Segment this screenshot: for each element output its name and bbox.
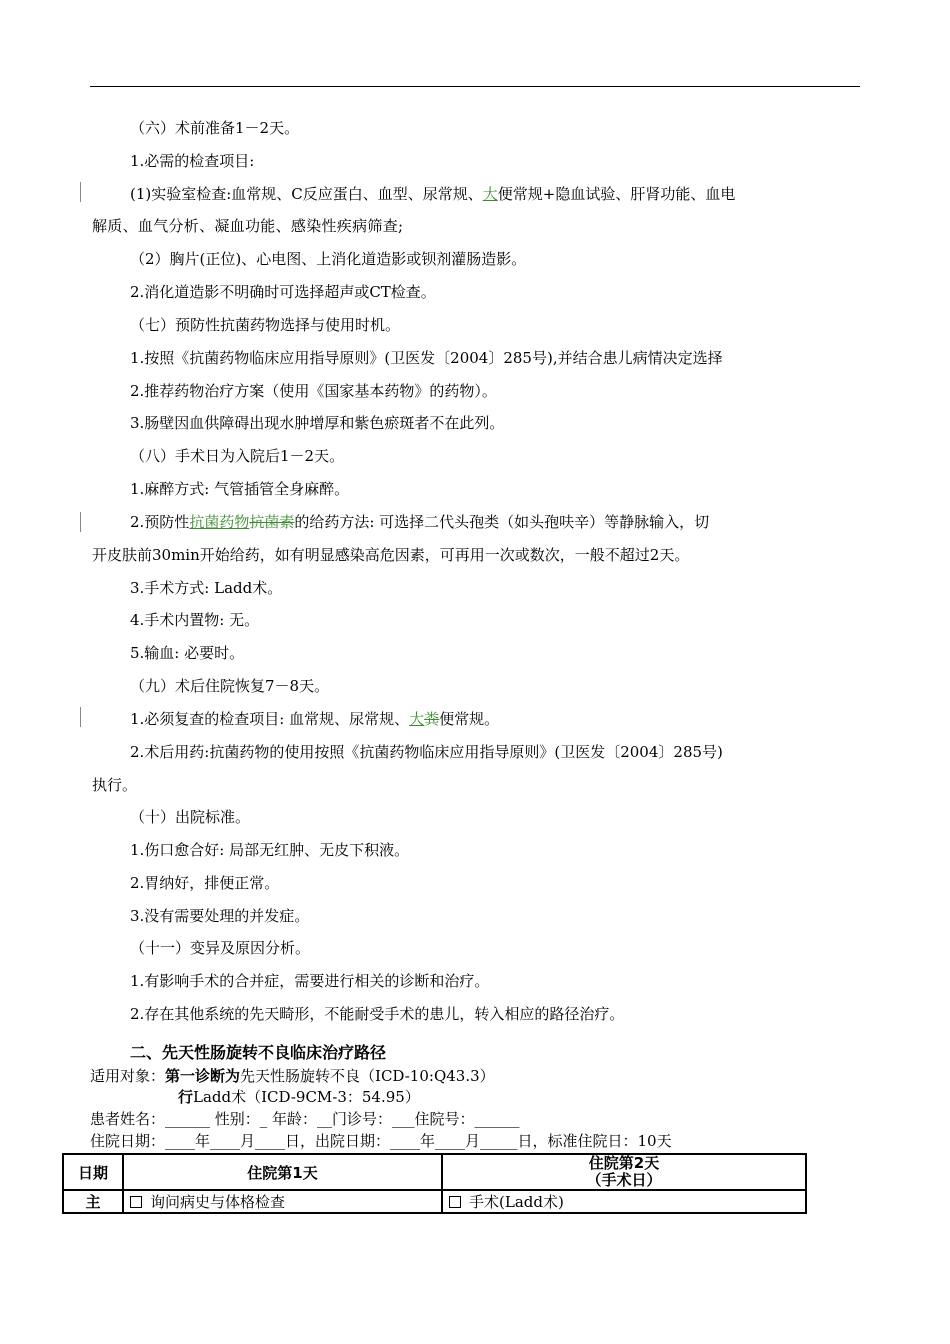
section-eleven-title: （十一）变异及原因分析。 bbox=[130, 939, 311, 957]
applicable-line: 适用对象：第一诊断为先天性肠旋转不良（ICD-10:Q43.3） bbox=[90, 1067, 495, 1085]
admission-date-line: 住院日期：____年____月____日，出院日期：____年____月_____日，标准住院日：10天 bbox=[90, 1132, 672, 1150]
section-six-title: （六）术前准备1－2天。 bbox=[130, 119, 300, 137]
prophylaxis-line: 2.预防性抗菌药物抗菌素的给药方法: 可选择二代头孢类（如头孢呋辛）等静脉输入，切 bbox=[130, 513, 710, 531]
header-rule bbox=[90, 86, 860, 87]
day1-header: 住院第1天 bbox=[123, 1154, 442, 1190]
section-eight-title: （八）手术日为入院后1－2天。 bbox=[130, 447, 345, 465]
body-line: 1.麻醉方式: 气管插管全身麻醉。 bbox=[130, 480, 350, 498]
body-line: 解质、血气分析、凝血功能、感染性疾病筛查; bbox=[92, 217, 404, 235]
inserted-text: 大 bbox=[409, 710, 425, 728]
row-label: 主 bbox=[63, 1190, 123, 1213]
body-line: 2.消化道造影不明确时可选择超声或CT检查。 bbox=[130, 283, 436, 301]
revision-bar bbox=[80, 512, 81, 532]
day2-item: 手术(Ladd术) bbox=[442, 1190, 806, 1213]
body-line: 1.伤口愈合好: 局部无红肿、无皮下积液。 bbox=[130, 841, 410, 859]
recheck-line: 1.必须复查的检查项目: 血常规、尿常规、大粪便常规。 bbox=[130, 710, 500, 728]
body-line: 2.推荐药物治疗方案（使用《国家基本药物》的药物）。 bbox=[130, 382, 497, 400]
body-line: 3.肠壁因血供障碍出现水肿增厚和紫色瘀斑者不在此列。 bbox=[130, 414, 505, 432]
date-header: 日期 bbox=[63, 1154, 123, 1190]
revision-bar bbox=[80, 707, 81, 727]
checkbox-icon bbox=[130, 1196, 142, 1208]
body-line: 2.存在其他系统的先天畸形，不能耐受手术的患儿，转入相应的路径治疗。 bbox=[130, 1005, 625, 1023]
inserted-text: 大 bbox=[482, 185, 498, 203]
section-heading: 二、先天性肠旋转不良临床治疗路径 bbox=[130, 1043, 387, 1062]
body-line: 3.手术方式: Ladd术。 bbox=[130, 579, 283, 597]
deleted-text: 粪 bbox=[424, 710, 440, 728]
pathway-table bbox=[62, 1153, 807, 1214]
day1-item: 询问病史与体格检查 bbox=[123, 1190, 442, 1213]
inserted-text: 抗菌药物 bbox=[189, 513, 250, 531]
patient-info-line: 患者姓名：______ 性别：_ 年龄：__门诊号：___住院号：______ bbox=[90, 1110, 520, 1128]
section-ten-title: （十）出院标准。 bbox=[130, 808, 251, 826]
body-line: （2）胸片(正位)、心电图、上消化道造影或钡剂灌肠造影。 bbox=[130, 250, 527, 268]
day2-header: 住院第2天 （手术日） bbox=[442, 1154, 806, 1190]
body-line: 开皮肤前30min开始给药，如有明显感染高危因素，可再用一次或数次，一般不超过2天。 bbox=[92, 546, 690, 564]
body-line: 3.没有需要处理的并发症。 bbox=[130, 907, 310, 925]
body-line: 4.手术内置物: 无。 bbox=[130, 611, 260, 629]
checkbox-icon bbox=[449, 1196, 461, 1208]
body-line: 5.输血: 必要时。 bbox=[130, 644, 245, 662]
procedure-line: 行Ladd术（ICD-9CM-3：54.95） bbox=[178, 1088, 420, 1106]
body-line: 1.按照《抗菌药物临床应用指导原则》(卫医发〔2004〕285号),并结合患儿病情决定选择 bbox=[130, 349, 723, 367]
section-seven-title: （七）预防性抗菌药物选择与使用时机。 bbox=[130, 316, 401, 334]
body-line: 2.胃纳好，排便正常。 bbox=[130, 874, 280, 892]
body-line: 执行。 bbox=[92, 776, 138, 794]
body-line: 2.术后用药:抗菌药物的使用按照《抗菌药物临床应用指导原则》(卫医发〔2004〕285号) bbox=[130, 743, 723, 761]
lab-tests-line: (1)实验室检查:血常规、C反应蛋白、血型、尿常规、大便常规+隐血试验、肝肾功能、血电 bbox=[130, 185, 736, 203]
body-line: 1.必需的检查项目: bbox=[130, 152, 255, 170]
section-nine-title: （九）术后住院恢复7－8天。 bbox=[130, 677, 330, 695]
deleted-text: 抗菌素 bbox=[249, 513, 295, 531]
body-line: 1.有影响手术的合并症，需要进行相关的诊断和治疗。 bbox=[130, 972, 490, 990]
revision-bar bbox=[80, 182, 81, 202]
